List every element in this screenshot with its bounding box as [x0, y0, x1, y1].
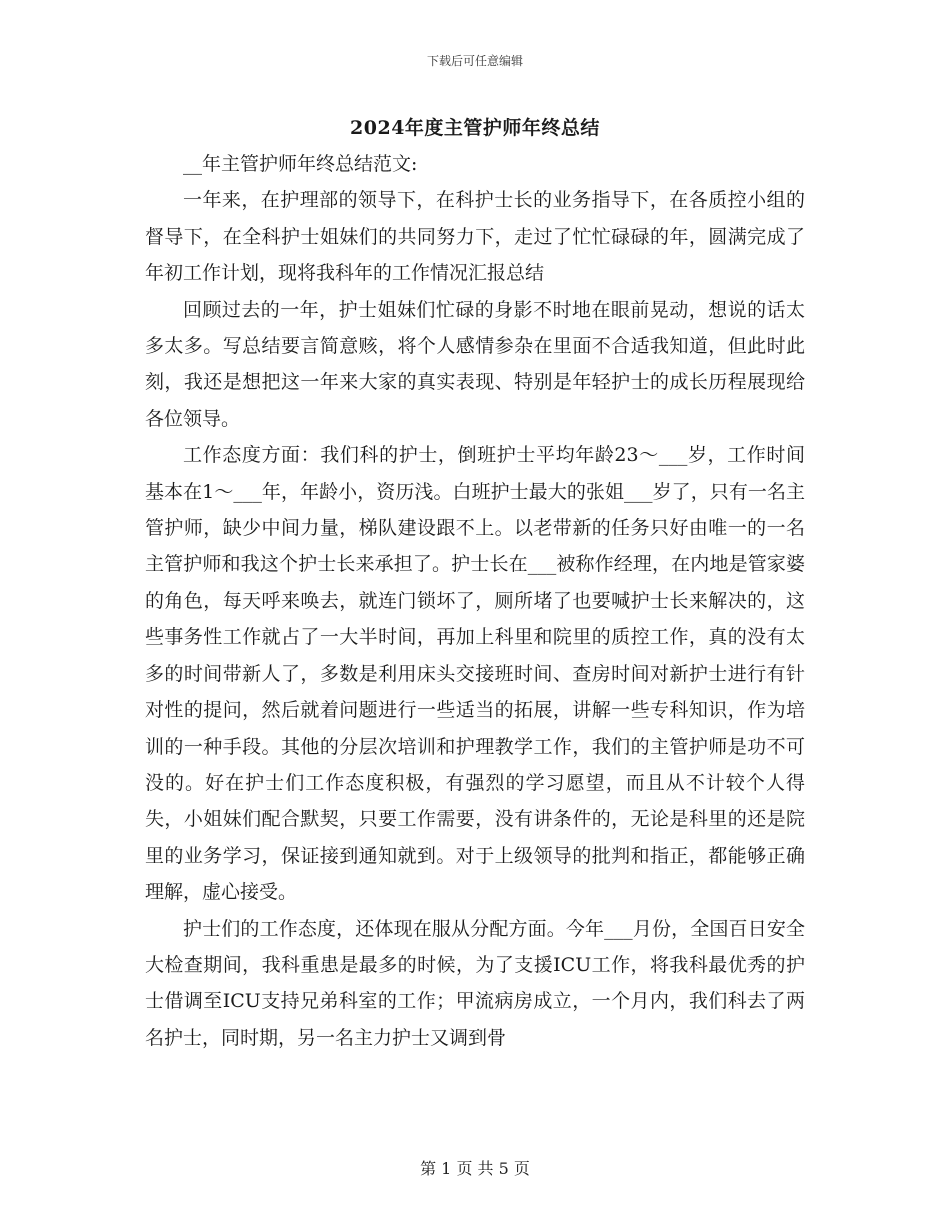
paragraph-work-attitude: 工作态度方面：我们科的护士，倒班护士平均年龄23～___岁，工作时间基本在1～___年，年龄小，资历浅。白班护士最大的张姐___岁了，只有一名主管护师，缺少中间力量，梯队建设跟不上。以老带新的任务只好由唯一的一名主管护师和我这个护士长来承担了。护士长在___被称作经理，在内地是管家婆的角色，每天呼来唤去，就连门锁坏了，厕所堵了也要喊护士长来解决的，这些事务性工作就占了一大半时间，再加上科里和院里的质控工作，真的没有太多的时间带新人了，多数是利用床头交接班时间、查房时间对新护士进行有针对性的提问，然后就着问题进行一些适当的拓展，讲解一些专科知识，作为培训的一种手段。其他的分层次培训和护理教学工作，我们的主管护师是功不可没的。好在护士们工作态度积极，有强烈的学习愿望，而且从不计较个人得失，小姐妹们配合默契，只要工作需要，没有讲条件的，无论是科里的还是院里的业务学习，保证接到通知就到。对于上级领导的批判和指正，都能够正确理解，虚心接受。 — [145, 444, 805, 904]
paragraph-review: 回顾过去的一年，护士姐妹们忙碌的身影不时地在眼前晃动，想说的话太多太多。写总结要言简意赅，将个人感情参杂在里面不合适我知道，但此时此刻，我还是想把这一年来大家的真实表现、特别是年轻护士的成长历程展现给各位领导。 — [145, 298, 805, 430]
paragraph-overview: 一年来，在护理部的领导下，在科护士长的业务指导下，在各质控小组的督导下，在全科护士姐妹们的共同努力下，走过了忙忙碌碌的年，圆满完成了年初工作计划，现将我科年的工作情况汇报总结 — [145, 189, 805, 285]
page-number: 第 1 页 共 5 页 — [420, 1159, 530, 1178]
paragraph-intro: __年主管护师年终总结范文: — [183, 153, 418, 175]
paragraph-assignment: 护士们的工作态度，还体现在服从分配方面。今年___月份，全国百日安全大检查期间，我科重患是最多的时候，为了支援ICU工作，将我科最优秀的护士借调至ICU支持兄弟科室的工作；甲流病房成立，一个月内，我们科去了两名护士，同时期，另一名主力护士又调到骨 — [145, 917, 805, 1049]
document-body — [145, 146, 805, 1056]
page-header: 下载后可任意编辑 — [426, 54, 523, 68]
document-title: 2024年度主管护师年终总结 — [350, 117, 600, 139]
